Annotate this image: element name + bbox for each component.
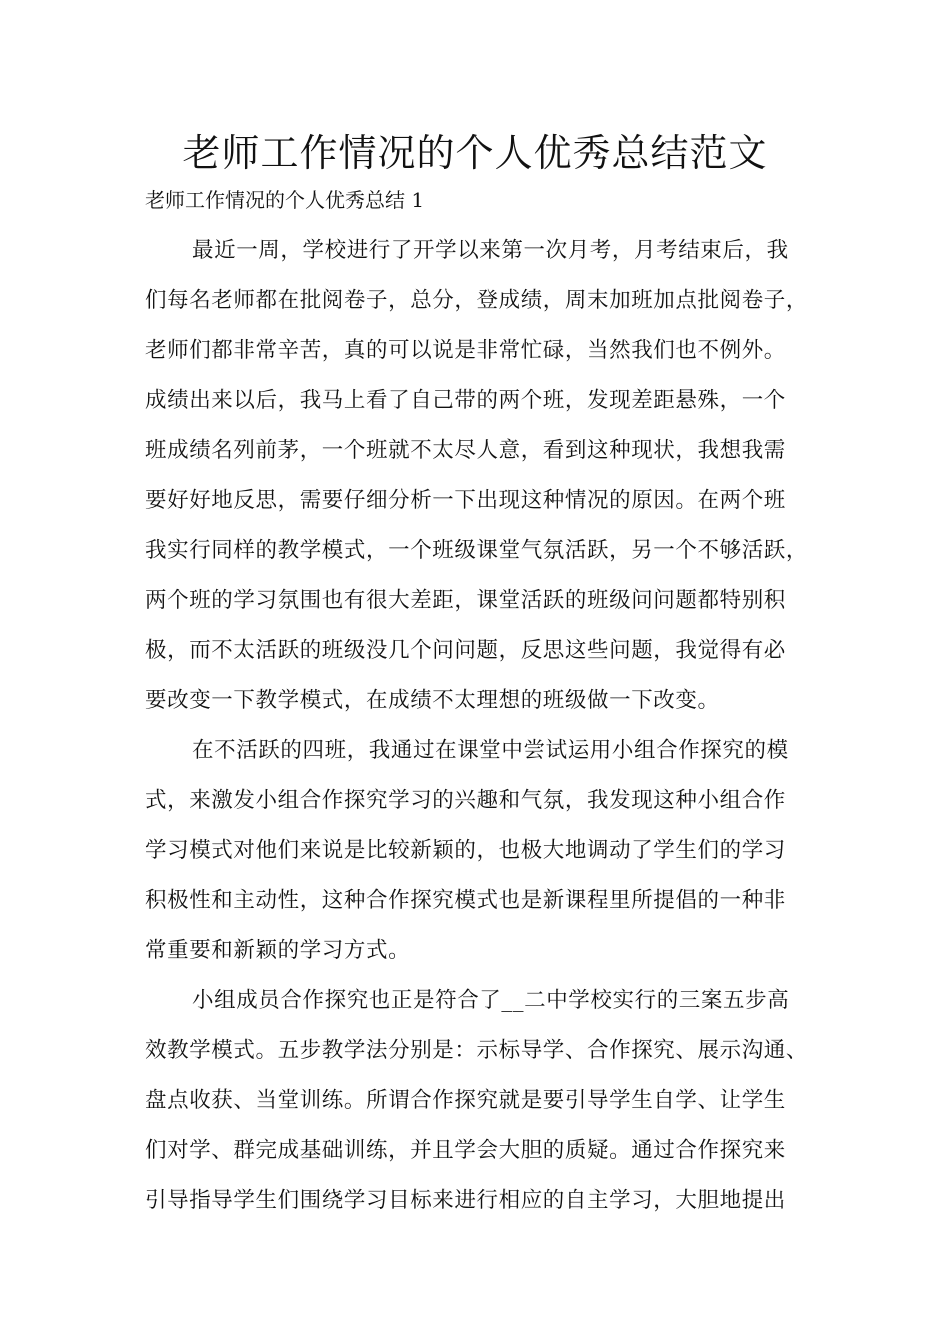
text-line: 要改变一下教学模式，在成绩不太理想的班级做一下改变。 [145,688,720,713]
text-line: 盘点收获、当堂训练。所谓合作探究就是要引导学生自学、让学生 [145,1088,786,1113]
section-heading: 老师工作情况的个人优秀总结 1 [145,188,425,212]
text-line: 极，而不太活跃的班级没几个问问题，反思这些问题，我觉得有必 [145,638,786,663]
text-line: 们对学、群完成基础训练，并且学会大胆的质疑。通过合作探究来 [145,1138,786,1163]
text-line: 最近一周，学校进行了开学以来第一次月考，月考结束后，我 [192,238,789,263]
text-line: 积极性和主动性，这种合作探究模式也是新课程里所提倡的一种非 [145,888,786,913]
text-line: 两个班的学习氛围也有很大差距，课堂活跃的班级问问题都特别积 [145,588,786,613]
text-line: 小组成员合作探究也正是符合了__二中学校实行的三案五步高 [192,988,790,1013]
document-title: 老师工作情况的个人优秀总结范文 [182,131,768,175]
text-line: 我实行同样的教学模式，一个班级课堂气氛活跃，另一个不够活跃， [145,538,809,563]
text-line: 成绩出来以后，我马上看了自己带的两个班，发现差距悬殊，一个 [145,388,786,413]
text-line: 们每名老师都在批阅卷子，总分，登成绩，周末加班加点批阅卷子， [145,288,809,313]
text-line: 班成绩名列前茅，一个班就不太尽人意，看到这种现状，我想我需 [145,438,786,463]
text-line: 效教学模式。五步教学法分别是：示标导学、合作探究、展示沟通、 [145,1038,809,1063]
text-line: 要好好地反思，需要仔细分析一下出现这种情况的原因。在两个班 [145,488,786,513]
text-line: 在不活跃的四班，我通过在课堂中尝试运用小组合作探究的模 [192,738,789,763]
text-line: 引导指导学生们围绕学习目标来进行相应的自主学习，大胆地提出 [145,1188,786,1213]
text-line: 常重要和新颖的学习方式。 [145,938,411,963]
text-line: 学习模式对他们来说是比较新颖的，也极大地调动了学生们的学习 [145,838,786,863]
text-line: 式，来激发小组合作探究学习的兴趣和气氛，我发现这种小组合作 [145,788,786,813]
text-line: 老师们都非常辛苦，真的可以说是非常忙碌，当然我们也不例外。 [145,338,786,363]
